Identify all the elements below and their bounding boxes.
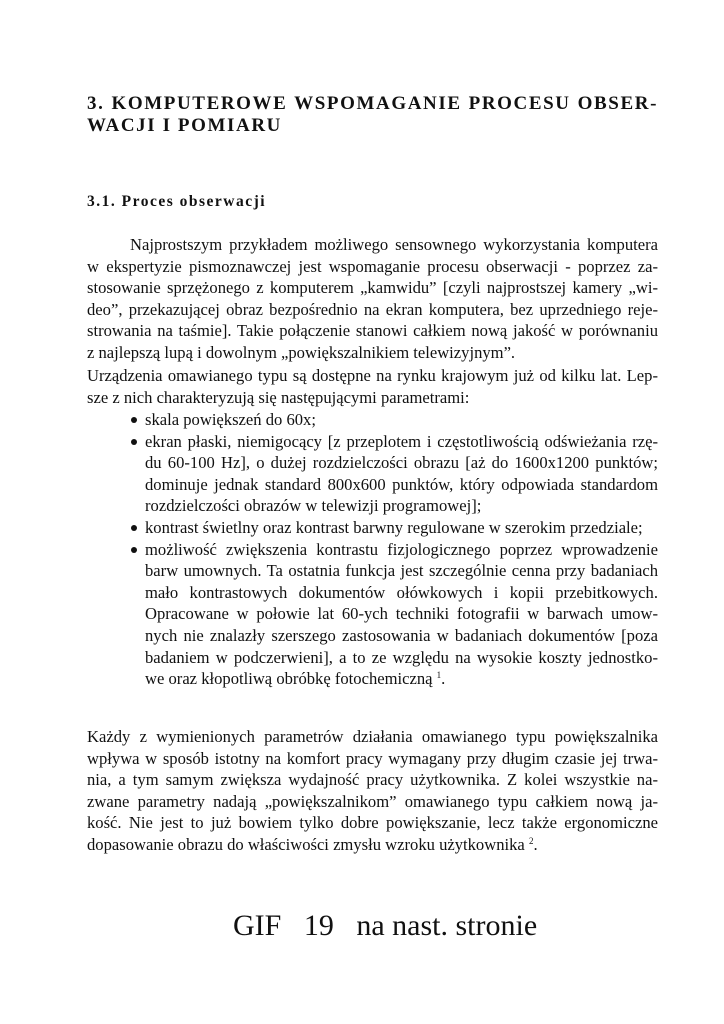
text-line: mało kontrastowych dokumentów ołówkowych i kopii przebitkowych. <box>145 582 658 602</box>
heading-line: WACJI I POMIARU <box>87 114 282 136</box>
list-item <box>87 409 658 431</box>
bullet-icon <box>131 517 139 539</box>
text-line: zwane parametry nadają „powiększalnikom” omawianego typu całkiem nową ja- <box>87 791 658 811</box>
text-line: z najlepszą lupą i dowolnym „powiększalnikiem telewizyjnym”. <box>87 342 516 362</box>
text-line: nia, a tym samym zwiększa wydajność pracy użytkownika. Z kolei wszystkie na- <box>87 770 658 790</box>
text-line: du 60-100 Hz], o dużej rozdzielczości obrazu [aż do 1600x1200 punktów; <box>145 453 658 473</box>
text-fragment: we oraz kłopotliwą obróbkę fotochemiczną <box>145 669 433 689</box>
parameters-list <box>87 409 658 690</box>
text-fragment: . <box>441 669 446 689</box>
heading-line: 3. KOMPUTEROWE WSPOMAGANIE PROCESU OBSER- <box>87 93 658 114</box>
bullet-icon <box>131 409 139 431</box>
paragraph-summary <box>87 726 658 856</box>
figure-reference-note: GIF 19 na nast. stronie <box>233 909 538 942</box>
text-line: Urządzenia omawianego typu są dostępne na rynku krajowym już od kilku lat. Lep- <box>87 366 658 385</box>
text-line: Najprostszym przykładem możliwego sensownego wykorzystania komputera <box>130 235 658 254</box>
bullet-icon <box>131 539 139 561</box>
text-line: wpływa w sposób istotny na komfort pracy wymagany przy długim czasie jej trwa- <box>87 748 658 768</box>
text-line: ekran płaski, niemigocący [z przeplotem i częstotliwością odświeżania rzę- <box>145 431 658 451</box>
text-line: deo”, przekazującej obraz bezpośrednio na ekran komputera, bez uprzedniego reje- <box>87 299 658 319</box>
list-item <box>87 539 658 690</box>
list-item <box>87 517 658 539</box>
text-line: w ekspertyzie pismoznawczej jest wspomaganie procesu obserwacji - poprzez za- <box>87 256 658 276</box>
text-line: badaniem w podczerwieni], a to ze względu na wysokie koszty jednostko- <box>145 647 658 667</box>
text-line: strowania na taśmie]. Takie połączenie stanowi całkiem nową jakość w porównaniu <box>87 321 658 341</box>
text-line: sze z nich charakteryzują się następującymi parametrami: <box>87 387 470 407</box>
text-fragment: . <box>533 834 538 854</box>
text-line: dominuje jednak standard 800x600 punktów, który odpowiada standardom <box>145 474 658 494</box>
text-line <box>87 834 658 856</box>
text-line: kość. Nie jest to już bowiem tylko dobre powiększanie, lecz także ergonomiczne <box>87 813 658 833</box>
text-line: skala powiększeń do 60x; <box>145 410 316 429</box>
section-heading: 3.1. Proces obserwacji <box>87 193 267 210</box>
text-fragment: dopasowanie obrazu do właściwości zmysłu wzroku użytkownika <box>87 834 525 854</box>
text-line: możliwość zwiększenia kontrastu fizjologicznego poprzez wprowadzenie <box>145 539 658 559</box>
footnote-marker: 1 <box>436 670 442 681</box>
text-line: nych nie znalazły szerszego zastosowania w badaniach dokumentów [poza <box>145 625 658 645</box>
paragraph-intro <box>87 234 658 364</box>
footnote-marker: 2 <box>528 835 534 846</box>
text-line: kontrast świetlny oraz kontrast barwny regulowane w szerokim przedziale; <box>145 517 643 537</box>
chapter-heading <box>87 92 658 135</box>
text-line: stosowanie sprzężonego z komputerem „kamwidu” [czyli najprostszej kamery „wi- <box>87 278 658 298</box>
text-line: Opracowane w połowie lat 60-ych techniki fotografii w barwach umow- <box>145 604 658 624</box>
text-line <box>145 668 658 690</box>
paragraph-devices <box>87 365 658 408</box>
list-item <box>87 431 658 517</box>
text-line: rozdzielczości obrazów w telewizji programowej]; <box>145 496 482 516</box>
bullet-icon <box>131 431 139 453</box>
text-line: Każdy z wymienionych parametrów działania omawianego typu powiększalnika <box>87 727 658 746</box>
text-line: barw umownych. Ta ostatnia funkcja jest szczególnie cenna przy badaniach <box>145 561 658 581</box>
